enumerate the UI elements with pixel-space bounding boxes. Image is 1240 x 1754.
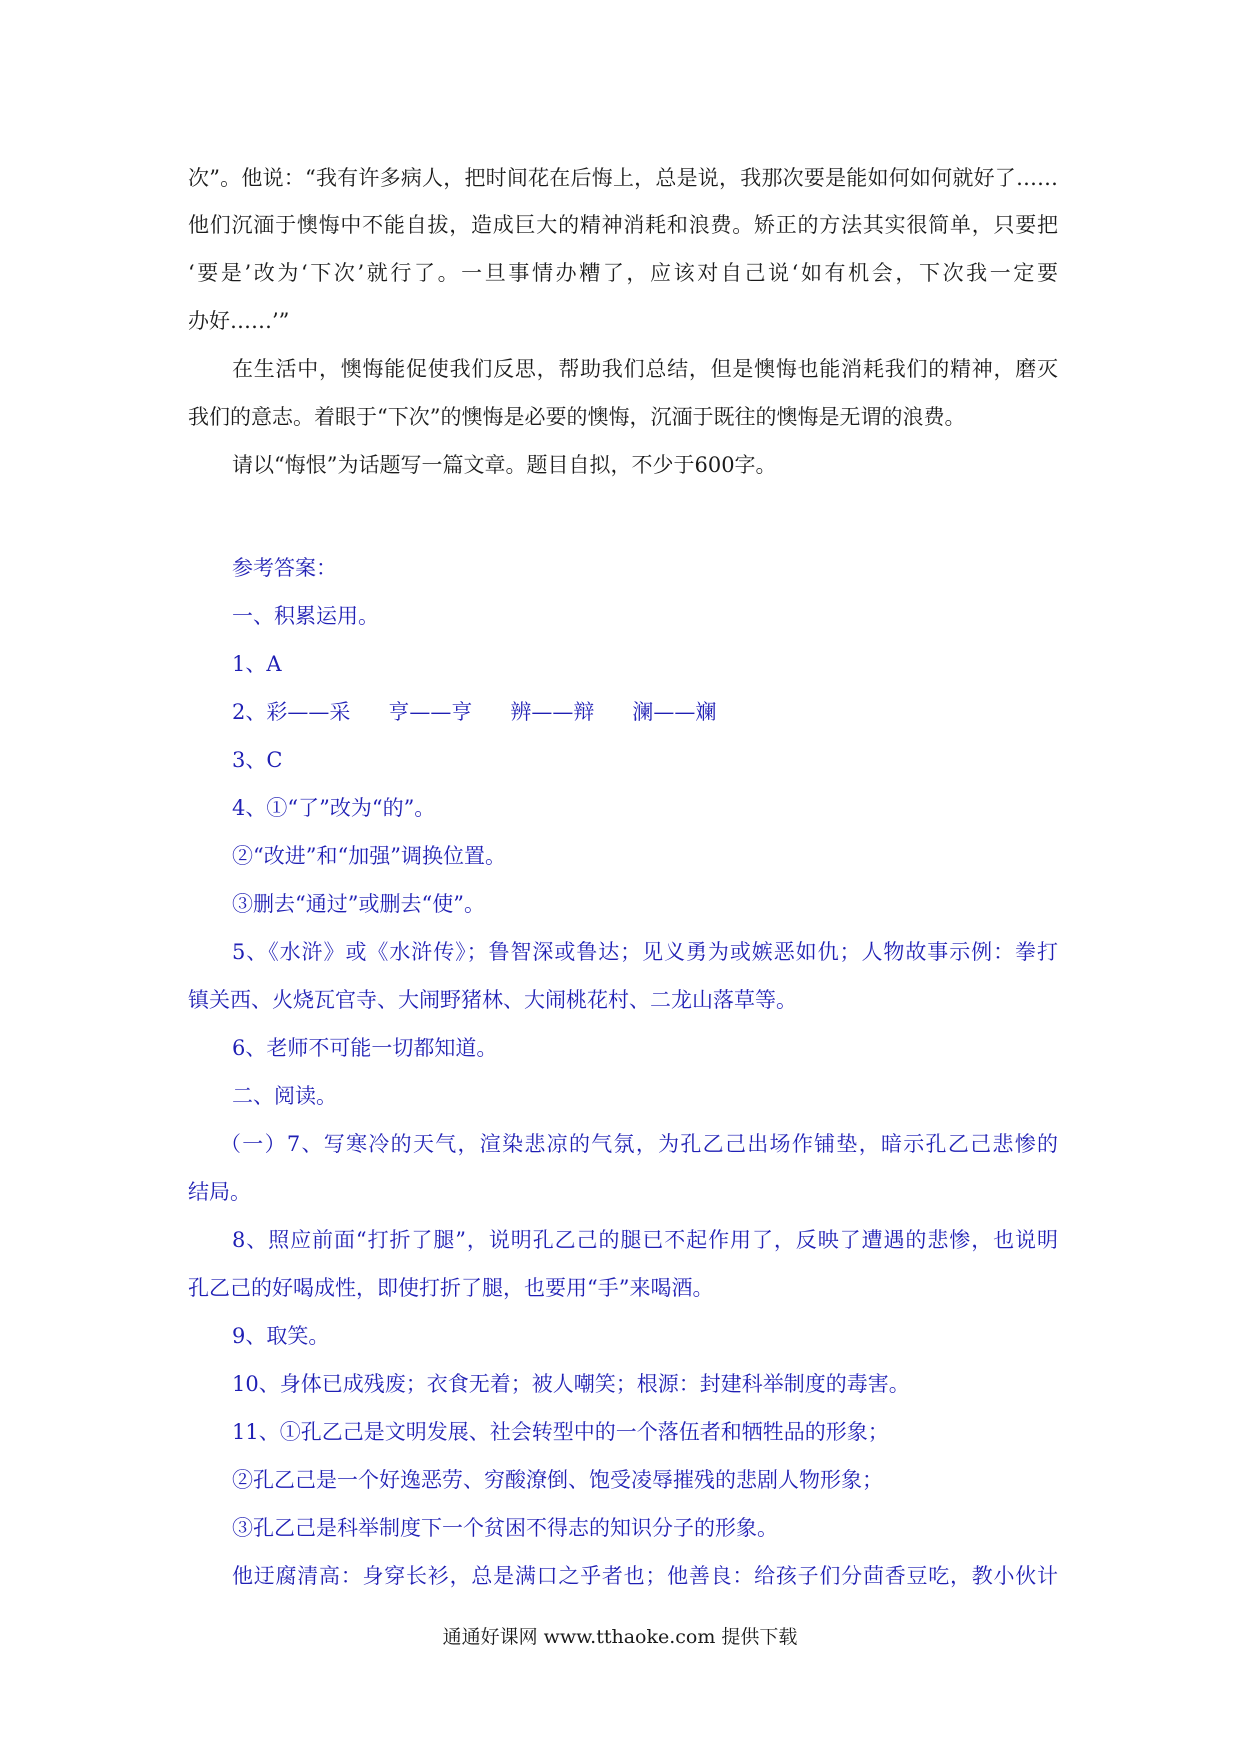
answer-q5-line1: 5、《水浒》或《水浒传》；鲁智深或鲁达；见义勇为或嫉恶如仇；人物故事示例：拳打	[232, 940, 1058, 964]
answer-q11-1: 11、①孔乙己是文明发展、社会转型中的一个落伍者和牺牲品的形象；	[232, 1420, 889, 1444]
answer-q8-line2: 孔乙己的好喝成性，即使打折了腿，也要用“手”来喝酒。	[188, 1276, 714, 1300]
essay-paragraph1-line4: 办好……’”	[188, 309, 290, 333]
answer-q2-pair: 彩——采	[266, 700, 351, 724]
answers-section2: 二、阅读。	[232, 1084, 337, 1108]
essay-paragraph2-line2: 我们的意志。着眼于“下次”的懊悔是必要的懊悔，沉湎于既往的懊悔是无谓的浪费。	[188, 405, 966, 429]
essay-paragraph1-line2: 他们沉湎于懊悔中不能自拔，造成巨大的精神消耗和浪费。矫正的方法其实很简单，只要把	[188, 213, 1058, 237]
answer-q9: 9、取笑。	[232, 1324, 330, 1348]
answer-q6: 6、老师不可能一切都知道。	[232, 1036, 498, 1060]
answer-q4-2: ②“改进”和“加强”调换位置。	[232, 844, 506, 868]
answer-q2	[232, 697, 1058, 727]
page-footer: 通通好课网 www.tthaoke.com 提供下载	[442, 1626, 798, 1648]
answer-q7-line1: （一）7、写寒冷的天气，渲染悲凉的气氛，为孔乙己出场作铺垫，暗示孔乙己悲惨的	[220, 1132, 1058, 1156]
essay-paragraph1-line1: 次”。他说：“我有许多病人，把时间花在后悔上，总是说，我那次要是能如何如何就好了……	[188, 166, 1058, 190]
answer-q10: 10、身体已成残废；衣食无着；被人嘲笑；根源：封建科举制度的毒害。	[232, 1372, 910, 1396]
answer-q2-pair: 澜——斓	[632, 700, 717, 724]
essay-paragraph1-line3: ‘要是’改为‘下次’就行了。一旦事情办糟了，应该对自己说‘如有机会，下次我一定要	[188, 261, 1058, 285]
essay-prompt: 请以“悔恨”为话题写一篇文章。题目自拟，不少于600字。	[232, 453, 777, 477]
answer-q2-pair: 亨——亨	[388, 700, 473, 724]
answer-q2-pair: 辨——辩	[510, 700, 595, 724]
essay-paragraph2-line1: 在生活中，懊悔能促使我们反思，帮助我们总结，但是懊悔也能消耗我们的精神，磨灭	[232, 357, 1058, 381]
answer-q2-prefix: 2、	[232, 700, 267, 724]
answer-q3: 3、C	[232, 748, 283, 772]
answer-q11-4: 他迂腐清高：身穿长衫，总是满口之乎者也；他善良：给孩子们分茴香豆吃，教小伙计	[232, 1564, 1058, 1588]
answers-heading: 参考答案：	[232, 556, 337, 580]
answer-q1: 1、A	[232, 652, 282, 676]
answers-section1: 一、积累运用。	[232, 604, 379, 628]
answer-q4-3: ③删去“通过”或删去“使”。	[232, 892, 485, 916]
answer-q5-line2: 镇关西、火烧瓦官寺、大闹野猪林、大闹桃花村、二龙山落草等。	[188, 988, 797, 1012]
answer-q11-2: ②孔乙己是一个好逸恶劳、穷酸潦倒、饱受凌辱摧残的悲剧人物形象；	[232, 1468, 883, 1492]
answer-q8-line1: 8、照应前面“打折了腿”，说明孔乙己的腿已不起作用了，反映了遭遇的悲惨，也说明	[232, 1228, 1058, 1252]
answer-q11-3: ③孔乙己是科举制度下一个贫困不得志的知识分子的形象。	[232, 1516, 778, 1540]
answer-q4-1: 4、①“了”改为“的”。	[232, 796, 436, 820]
answer-q7-line2: 结局。	[188, 1180, 251, 1204]
